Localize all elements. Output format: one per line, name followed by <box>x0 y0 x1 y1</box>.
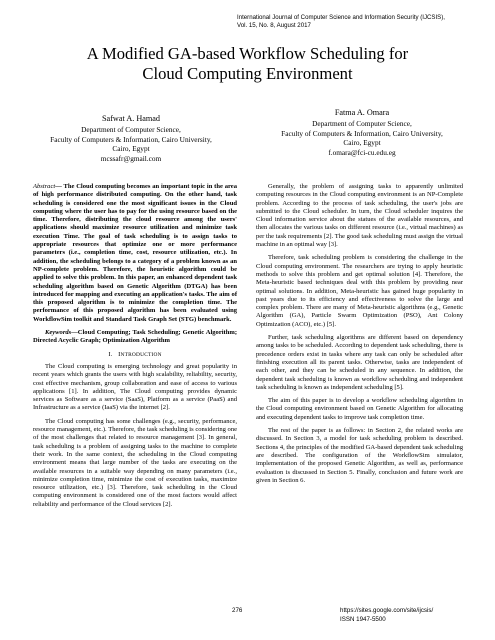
left-column <box>33 183 237 514</box>
footer-issn: ISSN 1947-5500 <box>340 615 386 623</box>
page-number: 276 <box>232 607 243 614</box>
author-faculty: Faculty of Computers & Information, Cairo University, <box>50 134 212 144</box>
author-name: Safwat A. Hamad <box>102 114 160 123</box>
author-department: Department of Computer Science, <box>81 124 181 134</box>
author-faculty: Faculty of Computers & Information, Cairo University, <box>281 128 443 138</box>
section-title-rest: NTRODUCTION <box>120 351 162 358</box>
body-paragraph: Further, task scheduling algorithms are different based on dependency among tasks to be scheduled. According to dependent task scheduling, there is precedence orders exist in tasks where any task can only be scheduled after finishing execution all its parent tasks. Otherwise, tasks are independent of each other, and they can be scheduled in any sequence. In addition, the dependent task scheduling is known as workflow scheduling and independent task scheduling is known as independent scheduling [5]. <box>256 334 463 391</box>
abstract <box>33 183 237 324</box>
body-paragraph: Therefore, task scheduling problem is considering the challenge in the Cloud computing environment. The researchers are trying to apply heuristic methods to solve this problem and get optimal solution [4]. Therefore, the Meta-heuristic based techniques deal with this problem by providing near optimal solutions. In addition, Meta-heuristic has gained huge popularity in past years due to its efficiency and effectiveness to solve the large and complex problem. There are many of Meta-heuristic algorithms (e.g., Genetic Algorithm (GA), Particle Swarm Optimization (PSO), Ant Colony Optimization (ACO), etc.) [5]. <box>256 254 463 328</box>
author-location: Cairo, Egypt <box>343 138 381 148</box>
body-paragraph: Generally, the problem of assigning tasks to apparently unlimited computing resources in the Cloud computing environment is an NP-Complete problem. According to the process of task scheduling, the user's jobs are submitted to the Cloud scheduler. In turn, the Cloud scheduler inquires the Cloud information service about the statues of the available resources, and then allocates the various tasks on different resource (i.e., virtual machines) as per the task requirements [2]. The good task scheduling must assign the virtual machine in an optimal way [3]. <box>256 183 463 249</box>
section-number: I. <box>108 350 113 358</box>
author-email: f.omara@fci-cu.edu.eg <box>328 148 396 158</box>
section-heading <box>33 351 237 359</box>
right-column <box>256 183 463 490</box>
journal-volume: Vol. 15, No. 8, August 2017 <box>237 22 311 29</box>
footer-url[interactable]: https://sites.google.com/site/ijcsis/ <box>340 607 434 614</box>
author-block-2 <box>247 108 477 158</box>
body-paragraph: The rest of the paper is as follows: in Section 2, the related works are discussed. In Section 3, a model for task scheduling problem is described. Sections 4, the principles of the modified GA-based dependent task scheduling are described. The configuration of the WorkflowSim simulator, implementation of the proposed Genetic Algorithm, as well as, performance evaluation is discussed in Section 5. Finally, conclusion and future work are given in Section 6. <box>256 427 463 484</box>
author-department: Department of Computer Science, <box>312 118 412 128</box>
keywords <box>33 329 237 346</box>
keywords-label: Keywords <box>45 329 72 337</box>
footer-info <box>340 607 433 624</box>
body-paragraph: The aim of this paper is to develop a workflow scheduling algorithm in the Cloud computing environment based on Genetic Algorithm for allocating and executing dependent tasks to improve task completion time. <box>256 397 463 421</box>
author-email: mcssafr@gmail.com <box>100 154 162 164</box>
section-title-initial: I <box>118 350 121 358</box>
paper-title <box>20 44 475 84</box>
keywords-text: —Cloud Computing; Task Scheduling; Genetic Algorithm; Directed Acyclic Graph; Optimization Algorithm <box>33 329 237 345</box>
journal-header <box>237 14 477 30</box>
abstract-label: Abstract <box>33 183 56 190</box>
author-block-1 <box>28 114 234 164</box>
author-location: Cairo, Egypt <box>112 144 150 154</box>
journal-name: International Journal of Computer Science and Information Security (IJCSIS), <box>237 14 445 21</box>
paper-title-line-2: Cloud Computing Environment <box>142 64 353 83</box>
author-name: Fatma A. Omara <box>334 108 390 117</box>
abstract-text: — The Cloud computing becomes an important topic in the area of high performance distributed computing. On the other hand, task scheduling is considered one the most significant issues in the Cloud computing where the user has to pay for the using resource based on the time. Therefore, distributing the cloud resource among the users' applications should maximize resource utilization and minimize task execution Time. The goal of task scheduling is to assign tasks to appropriate resources that optimize one or more performance parameters (i.e., completion time, cost, resource utilization, etc.). In addition, the scheduling belongs to a category of a problem known as an NP-complete problem. Therefore, the heuristic algorithm could be applied to solve this problem. In this paper, an enhanced dependent task scheduling algorithm based on Genetic Algorithm (DTGA) has been introduced for mapping and executing an application's tasks. The aim of this proposed algorithm is to minimize the completion time. The performance of this proposed algorithm has been evaluated using WorkflowSim toolkit and Standard Task Graph Set (STG) benchmark. <box>33 183 237 323</box>
body-paragraph: The Cloud computing has some challenges (e.g., security, performance, resource management, etc.). Therefore, the task scheduling is considering one of the most challenges that related to resource management [3]. In general, task scheduling is a problem of assigning tasks to the machine to complete their work. In the same context, the scheduling in the Cloud computing environment means that large number of the tasks are executing on the available resources in a suitable way depending on many parameters (i.e., minimize completion time, minimize the cost of execution tasks, maximize resource utilization, etc.) [3]. Therefore, task scheduling in the Cloud computing environment is considered one of the most factors would affect reliability and performance of the Cloud services [2]. <box>33 417 237 508</box>
body-paragraph: The Cloud computing is emerging technology and great popularity in recent years which grants the users with high scalability, reliability, security, cost effective mechanism, group collaboration and ease of access to various applications [1]. In addition, The Cloud computing provides dynamic services as Software as a service (SaaS), Platform as a service (PaaS) and Infrastructure as a service (IaaS) via the internet [2]. <box>33 362 237 412</box>
paper-title-line-1: A Modified GA-based Workflow Scheduling for <box>86 44 409 63</box>
